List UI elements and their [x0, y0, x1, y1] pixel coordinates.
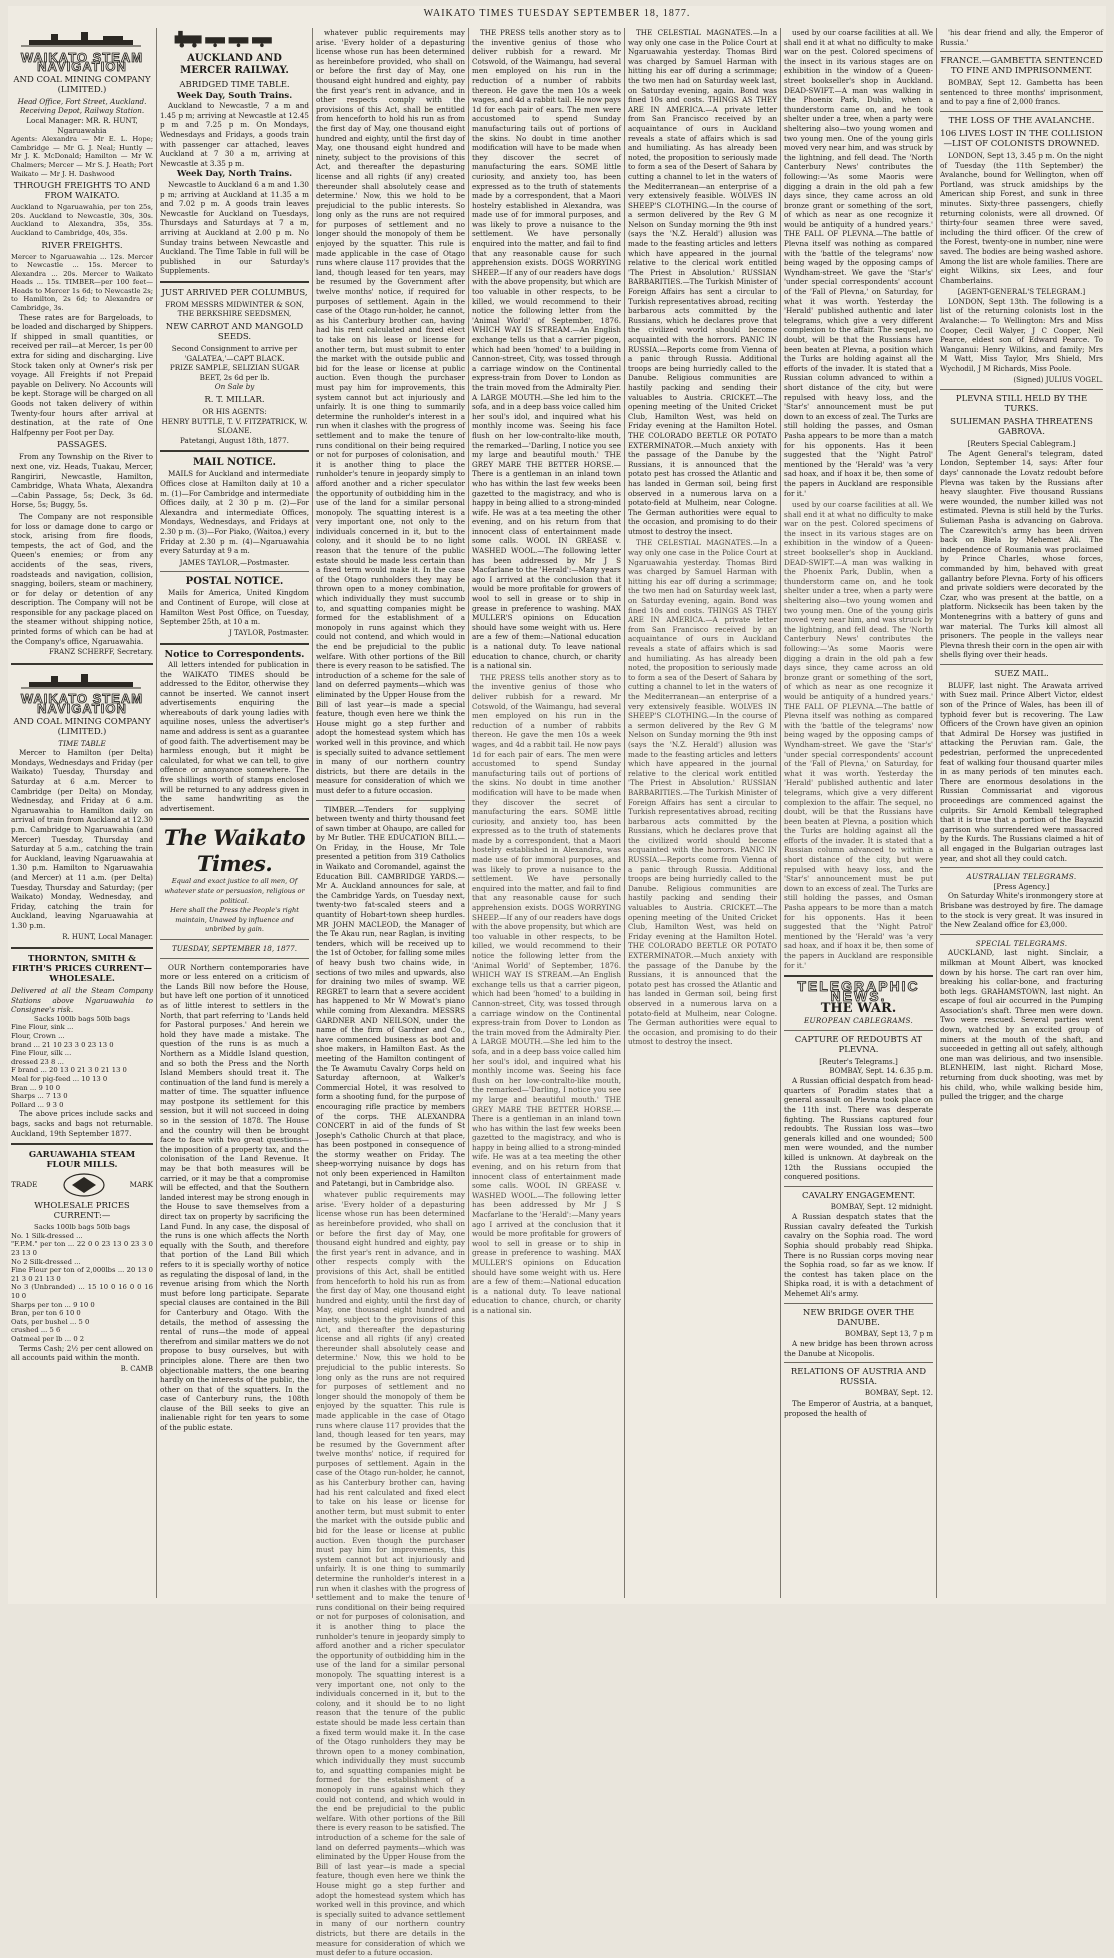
mark-label: MARK [129, 1180, 153, 1190]
seeds-date: Patetangi, August 18th, 1877. [180, 435, 289, 445]
column-6-news-telegraphic [781, 28, 936, 1598]
ad-freights: Auckland to Ngaruawahia, per ton 25s, 20s. Auckland to Newcastle, 30s, 30s. Auckland to Alexandra, 35s, 35s. Auckland to Cambridge, 40s, 35s. [11, 203, 153, 237]
divider [160, 571, 309, 572]
cavalry-text: A Russian despatch states that the Russian cavalry defeated the Turkish cavalry on the Sophia road. The word Sophia should probably read Shipka. There is no Russian corps moving near the Sophia road, so far as we know. If the contest has taken place on the Shipka road, it is with a detachment of Mehemet Ali's army. [784, 1212, 933, 1299]
train-icon [160, 30, 308, 48]
capture-dateline: BOMBAY, Sept. 14. 6.35 p.m. [829, 1066, 933, 1075]
ad-river-freights: Mercer to Ngaruawahia ... 12s. Mercer to Newcastle ... 15s. Mercer to Alexandra ... 20s. Mercer to Waikato Heads ... 15s. TIMBER—per 100 feet—Heads to Mercer 1s 6d; to Newcastle 2s; to Hamilton, 2s 6d; to Alexandra or Cambridge, 3s. [11, 252, 153, 313]
seeds-heading: JUST ARRIVED PER COLUMBUS, [161, 287, 308, 298]
motto-1: Equal and exact justice to all men, Of whatever state or persuasion, religious or political. [164, 877, 305, 905]
ad-subtitle: AND COAL MINING COMPANY (LIMITED.) [13, 716, 151, 737]
news-items-continued: used by our coarse facilities at all. We shall end it at what no difficulty to make war on the pest. Colored specimens of the insect in its various stages are on exhibition in the window of a Queen-street bookseller's shop in Auckland. DEAD-SWIFT.—A man was walking in the Phoenix Park, Dublin, when a thunderstorm came on, and he took shelter under a tree, when a party were sheltering also—two young women and two young men. One of the young girls moved very near him, and was struck by the lightning, and fell dead. The 'North Canterbury News' contributes the following:—'As some Maoris were digging a drain in the old pah a few days since, they came across an old bronze grant or something of the sort, of which as near as one recognize it would be antiquity of a hundred years.' THE FALL OF PLEVNA.—The battle of Plevna itself was nothing as compared with the 'battle of the telegrams' now being waged by the opposing camps of Wyndham-street. We gave the 'Star's' 'under special correspondents' account of the 'Fall of Plevna,' on Saturday, for what it was worth. Yesterday the 'Herald' published authentic and later telegrams, which give a very different complexion to the affair. The sequel, no doubt, will be that the Russians have been beaten at Plevna, a position which the Turks are holding against all the efforts of the invader. It is stated that a Russian column advanced to within a short distance of the city, but were repulsed with heavy loss, and the 'Star's' announcement must be put down to an excess of zeal. The Turks are still holding the passes, and Osman Pasha appears to be more than a match for his opponents. Has it been suggested that the 'Night Patrol' mentioned by the 'Herald' was 'a very sad hoax, and if hoax it be, then some of the papers in Auckland are responsible for it.' [784, 500, 933, 970]
divider [940, 934, 1103, 935]
special-telegrams-heading: SPECIAL TELEGRAMS. [975, 938, 1068, 948]
seeds-from: FROM MESSRS MIDWINTER & SON, THE BERKSHIRE SEEDSMEN, [165, 299, 304, 319]
mail-notice-heading: MAIL NOTICE. [192, 457, 277, 469]
price-row: Sharps per ton ... 9 10 0 [11, 1300, 95, 1309]
divider [11, 1143, 153, 1145]
column-5-news [625, 28, 780, 1598]
press-agency: [Press Agency.] [993, 881, 1050, 891]
editorial-continued: whatever public requirements may arise. 'Every holder of a depasturing license whose run has been determined as hereinbefore provided, who shall on or before the first day of May, one thousand eight hundred and eighty, pay the first year's rent in advance, and in other respects comply with the provisions of this Act, shall be entitled from henceforth to hold his run as from the first day of May, one thousand eight hundred and eighty, until the first day of May, one thousand eight hundred and ninety, subject to the provisions of this Act, and thereafter the depasturing license and all rights (if any) created thereunder shall absolutely cease and determine.' Now, this we hold to be prejudicial to the public interests. So long only as the runs are not required for purposes of settlement and no longer should the monopoly of them be enjoyed by the squatter. This rule is made applicable in the case of Otago runs where clause 117 provides that the land, though leased for ten years, may be resumed by the Government after twelve months' notice, if required for purposes of settlement. Again in the case of the Otago run-holder, he cannot, as his Canterbury brother can, having had his rent calculated and fixed elect to take on his lease or license for another term, but must submit to enter the market with the outside public and bid for the lease or license at public auction. Even though the purchaser must pay him for improvements, this system cannot but act injuriously and unfairly. It is one thing to summarily determine the runholder's interest in a run when it clashes with the progress of settlement and to make the tenure of runs conditional on their being required or not for purposes of colonisation, and it is another thing to place the runholder's tenure in jeopardy simply to afford another and a richer speculator the opportunity of outbidding him in the use of the land for a similar personal monopoly. The squatting interest is a very important one, not only to the individuals concerned in it, but to the colony, and it should be to no light reason that the tenure of the public estate should be made less certain than a fixed term would make it. In the case of the Otago runholders they may be thrown open to a money combination, which individually they must succumb to, and squatting companies might be formed for the establishment of a monopoly in runs against which they could not contend, and which would in the end be prejudicial to the public welfare. With other portions of the Bill there is every reason to be satisfied. The introduction of a scheme for the sale of land on deferred payments—which was eliminated by the Upper House from the Bill of last year—is made a special feature, though even here we think the House might go a step further and adopt the homestead system which has worked well in this province, and which is specially suited to advance settlement in many of our northern country districts, but there are details in the measure for consideration of which we must defer to a future occasion. [316, 28, 465, 795]
trade-mark-row [11, 1172, 153, 1198]
railway-title: AUCKLAND AND MERCER RAILWAY. [180, 52, 289, 76]
vogel-signature: (Signed) JULIUS VOGEL. [1013, 375, 1103, 384]
steamer-icon [11, 672, 151, 690]
divider [940, 867, 1103, 868]
plevna-heading: PLEVNA STILL HELD BY THE TURKS. [955, 394, 1088, 415]
divider [940, 51, 1103, 52]
mills-header: Sacks 100lb bags 50lb bags [34, 1223, 130, 1232]
price-row: Pollard ... 9 3 0 [11, 1100, 64, 1109]
ad-title: WAIKATO STEAM NAVIGATION [20, 49, 144, 75]
bridge-text: A new bridge has been thrown across the Danube at Nicopolis. [784, 1339, 933, 1358]
mills-terms: Terms Cash; 2½ per cent allowed on all accounts paid within the month. [11, 1343, 153, 1363]
news-items: used by our coarse facilities at all. We shall end it at what no difficulty to make war on the pest. Colored specimens of the insect in its various stages are on exhibition in the window of a Queen-street bookseller's shop in Auckland. DEAD-SWIFT.—A man was walking in the Phoenix Park, Dublin, when a thunderstorm came on, and he took shelter under a tree, when a party were sheltering also—two young women and two young men. One of the young girls moved very near him, and was struck by the lightning, and fell dead. The 'North Canterbury News' contributes the following:—'As some Maoris were digging a drain in the old pah a few days since, they came across an old bronze grant or something of the sort, of which as near as one recognize it would be antiquity of a hundred years.' THE FALL OF PLEVNA.—The battle of Plevna itself was nothing as compared with the 'battle of the telegrams' now being waged by the opposing camps of Wyndham-street. We gave the 'Star's' 'under special correspondents' account of the 'Fall of Plevna,' on Saturday, for what it was worth. Yesterday the 'Herald' published authentic and later telegrams, which give a very different complexion to the affair. The sequel, no doubt, will be that the Russians have been beaten at Plevna, a position which the Turks are holding against all the efforts of the invader. It is stated that a Russian column advanced to within a short distance of the city, but were repulsed with heavy loss, and the 'Star's' announcement must be put down to an excess of zeal. The Turks are still holding the passes, and Osman Pasha appears to be more than a match for his opponents. Has it been suggested that the 'Night Patrol' mentioned by the 'Herald' was 'a very sad hoax, and if hoax it be, then some of the papers in Auckland are responsible for it.' [784, 28, 933, 498]
telegram-continued: 'his dear friend and ally, the Emperor of Russia.' [940, 28, 1103, 47]
ad-manager: Local Manager: MR. R. HUNT, Ngaruawahia [26, 115, 138, 135]
editorial-text: OUR Northern contemporaries have more or less entered on a criticism of the Lands Bill now before the House, but have left one portion of it unnoticed as of little interest to settlers in the North, that part referring to 'Lands held for Pastoral purposes.' And herein we hold they have made a mistake. The question of the runs is as much a Northern as a Middle Island question, and so both the Press and the North Island Members should treat it. The continuation of the land fund is merely a matter of time. The squatter influence may postpone its settlement for this session, but it will not succeed in doing so in the session of 1878. The House and the country will then be brought face to face with two great questions—the imposition of a property tax, and the colonisation of the Land Revenue. It may be that both measures will be carried, or it may be that a compromise will be effected, and that the Southern landed interest may be strong enough in the House to save themselves from a direct tax on property by sacrificing the Land Fund. In any case, the disposal of the runs is one which affects the North equally with the South, and therefore that portion of the Land Bill which refers to it is specially worthy of notice as regulating the disposal of land, in the revenue arising from which the North must before long participate. Separate special clauses are contained in the Bill for Canterbury and Otago. With the details, the method of assessing the rental of runs—the mode of appeal therefrom and similar matters we do not propose to busy ourselves, but with principles alone. There are then two objectionable matters, the one bearing hardly on the interests of the public, the other on that of the squatters. In the case of Canterbury runs, the 108th clause of the Bill seeks to give an inalienable right for ten years to some of the public estate. [160, 962, 309, 1433]
bridge-heading: NEW BRIDGE OVER THE DANUBE. [802, 1307, 915, 1328]
dateline: TUESDAY, SEPTEMBER 18, 1877. [172, 943, 297, 953]
price-row: Fine Flour, silk ... [11, 1049, 72, 1058]
passages-note: The Company are not responsible for loss or damage done to cargo or stock, arising from fire floods, tempests, the act of God, and the Queen's enemies; or from any accidents of the seas, rivers, roadsteads and navigation, collision, snagging, boilers, steam or machinery, or for delay or detention of any description. The Company will not be responsible for any package placed on the steamer without shipping notice, printed forms of which can be had at the Company's office, Ngaruawahia. [11, 511, 153, 646]
postal-notice-heading: POSTAL NOTICE. [185, 576, 284, 588]
divider [784, 1186, 933, 1187]
postal-notice-text: Mails for America, United Kingdom and Continent of Europe, will close at Hamilton West Post Office, on Tuesday, September 25th, at 10 a m. [160, 588, 309, 627]
south-trains-text: Auckland to Newcastle, 7 a m and 1.45 p m; arriving at Newcastle at 12.45 p m and 7.25 p m. On Mondays, Wednesdays and Fridays, a goods train with passenger car attached, leaves Auckland at 7 30 a m, arriving at Newcastle at 3.35 p m. [160, 101, 309, 168]
price-row: Oatmeal per lb ... 0 2 [11, 1334, 85, 1343]
gambetta-heading: FRANCE.—GAMBETTA SENTENCED TO FINE AND IMPRISONMENT. [940, 56, 1103, 77]
price-row: Oats, per bushel ... 5 0 [11, 1317, 90, 1326]
page-masthead: WAIKATO TIMES TUESDAY SEPTEMBER 18, 1877. [423, 8, 691, 19]
suez-mail-text: BLUFF, last night. The Arawata arrived with Suez mail. Prince Albert Victor, eldest son of the Prince of Wales, has been ill of typhoid fever but is recovering. The Law Officers of the Crown have given an opinion that Admiral De Horsey was justified in attacking the Peruvian ram. Gale, the pedestrian, performed the unprecedented feat of walking four thousand quarter miles in as many periods of ten minutes each. There are enormous desolations in the Russian Commissariat and vigorous proceedings are commenced against the culprits. Sir Arnold Kemball telegraphed that it is true that a portion of the Bayazid garrison who surrendered were massacred by the Kurds. The Russians claimed a hit of all engaged in the Bulgarian outrages last year, and shot all they could catch. [940, 680, 1103, 863]
divider [160, 958, 309, 959]
timetable-heading: TIME TABLE [58, 738, 106, 748]
price-row: crushed ... 5 6 [11, 1326, 61, 1335]
timetable-text: Mercer to Hamilton (per Delta) Mondays, Wednesdays and Friday (per Waikato) Tuesday, Thursday and Saturday at 6 a.m. Mercer to Cambridge (per Delta) on Monday, Wednesday, and Friday at 6 a.m. Ngaruawahia to Hamilton daily on arrival of train from Auckland at 12.30 p.m. Cambridge to Ngaruawahia (and Mercer) Tuesday, Thursday and Saturday at 5 a.m., catching the train for Auckland, leaving Ngaruawahia at 1.30 p.m. Hamilton to Ngaruawahia (and Mercer) at 11 a.m. (per Delta) Tuesday, Thursday and Saturday; (per Waikato) Monday, Wednesday, and Friday, catching the train for Auckland, leaving Ngaruawahia at 1.30 p.m. [11, 748, 153, 930]
passages-text: From any Township on the River to next one, viz. Heads, Tuakau, Mercer, Rangiriri, Newcastle, Hamilton, Cambridge, Whata Whata, Alexandra—Cabin Passage, 5s; Deck, 3s 6d. Horse, 5s; Buggy, 5s. [11, 452, 153, 510]
divider [940, 664, 1103, 665]
trade-label: TRADE [11, 1180, 38, 1190]
avalanche-text: LONDON, Sept 13, 3.45 p m. On the night of Tuesday (the 11th September) the Avalanche, bound for Wellington, when off Portland, was struck amidships by the American ship Forest, and sunk in three minutes. Sixty-three passengers, chiefly returning colonists, were all drowned. Of thirty-four seamen three were saved, including the third officer. Of the crew of the Forest, twenty-one in number, nine were saved. The bodies are being washed ashore. Among the list are whole families. There are eight Wilkins, six Lees, and four Chamberlains. [940, 150, 1103, 285]
south-trains-heading: Week Day, South Trains. [176, 90, 293, 101]
reuters-cablegram: [Reuters Special Cablegram.] [967, 439, 1076, 449]
prices-subtitle: Delivered at all the Steam Company Stations above Ngaruawahia to Consignee's risk. [11, 986, 153, 1015]
divider [11, 663, 153, 665]
price-row: Flour, Crown ... [11, 1032, 65, 1041]
seeds-agents-heading: OR HIS AGENTS: [202, 407, 267, 417]
news-items: THE PRESS tells another story as to the inventive genius of those who deliver rubbish for a reward. Mr Cotswold, of the Waimangu, had several men employed on his run in the reduction of a number of rabbits thereon. He gave the men 10s a week wages, and 4d a rabbit tail. He now pays 1d for each pair of ears. The men were accustomed to spend Sunday manufacturing tails out of portions of the skins. No doubt in time another modification will have to be made when they discover the secret of manufacturing the ears. SOME little curiosity, and anxiety too, has been expressed as to the truth of statements made by a correspondent, that a Maori hostelry established in Alexandra, was made use of for immoral purposes, and was likely to prove a nuisance to the settlement. We have personally enquired into the matter, and fail to find that any reasonable cause for such apprehension exists. DOGS WORRYING SHEEP.—If any of our readers have dogs with the above propensity, but which are too valuable in other respects, to be killed, we would recommend to their notice the following letter from the 'Animal World' of September, 1876. WHICH WAY IS STREAM.—An English exchange tells us that a carrier pigeon, which had been 'homed' to a building in Cannon-street, City, was tossed through a carriage window on the Continental express-train from Dover to London as the train moved from the Admiralty Pier. A LARGE MOUTH.—She led him to the sofa, and in a deep bass voice called him her soul's idol, and inquired what his monthly income was. Seeing his face flush on her low-contralto-like mouth, the remarked—'Darling, I notice you see my large and beautiful mouth.' THE GREY MARE THE BETTER HORSE.—There is a gentleman in an inland town who has within the last few weeks been gazetted to the magistracy, and who is happy in being allied to a strong-minded wife. He was at a tea meeting the other evening, and on his return from that innocent class of entertainment made some calls. WOOL IN GREASE v. WASHED WOOL.—The following letter has been addressed by Mr J S Macfarlane to the 'Herald':—Many years ago I arrived at the conclusion that it would be more profitable for growers of wool to sell in grease or to ship in grease in preference to washing. MAX MULLER'S opinions on Education should have some weight with us. Here are a few of them:—National education is a national duty. To leave national education to chance, church, or charity is a national sin. [472, 28, 621, 671]
divider [784, 975, 933, 977]
price-row: Bran, per ton 6 10 0 [11, 1309, 81, 1318]
capture-text: A Russian official despatch from head-quarters of Poradim states that a general assault on Plevna took place on the 11th inst. There was desperate fighting. The Russians captured four redoubts. The Russian loss was—two generals killed and one wounded; 500 men were wounded, and the number killed is unknown. At daybreak on the 12th the Russians occupied the conquered positions. [784, 1076, 933, 1182]
suez-mail-heading: SUEZ MAIL. [994, 668, 1049, 679]
column-4-news [469, 28, 624, 1598]
special-telegrams-text: AUCKLAND, last night. Sinclair, a milkman at Mount Albert, was knocked down by his horse. The cart ran over him, breaking his collar-bone, and fracturing both legs. GRAHAMSTOWN, last night. An escape of foul air occurred in the Pumping Association's shaft. Three men were down. Two were rescued. Several parties went down, watched by an excited group of miners at the mouth of the shaft, and succeeded in getting all out safely, although one man was delirious, and two insensible. BLENHEIM, last night. Richard Mose, returning from duck shooting, was met by his child, who, while walking beside him, pulled the trigger, and the charge [940, 948, 1103, 1102]
bridge-dateline: BOMBAY, Sept 13, 7 p m [844, 1329, 933, 1338]
secretary-signature: FRANZ SCHERFF, Secretary. [48, 648, 153, 657]
ad-freights-heading: THROUGH FREIGHTS TO AND FROM WAIKATO. [13, 181, 151, 202]
relations-dateline: BOMBAY, Sept. 12. [864, 1389, 933, 1398]
prices-table [11, 1023, 153, 1109]
price-row: No 2 Silk-dressed ... [11, 1257, 81, 1266]
prices-header: Sacks 100lb bags 50lb bags [34, 1014, 130, 1023]
price-row: brand ... 21 10 23 3 0 23 13 0 [11, 1040, 114, 1049]
avalanche-list: LONDON, Sept 13th. The following is a list of the returning colonists lost in the Avalanche:— To Wellington: Mrs and Miss Cooper, Cecil Walyer, J C Cooper, Neil Pearce, eldest son of Edward Pearce. To Wanganui: Henry Wilkins, and family; Mrs M Watt, Miss Taylor, Mrs Shield, Mrs Wychodil, J M Richards, Miss Poole. [940, 296, 1103, 374]
war-subheading: EUROPEAN CABLEGRAMS. [803, 1016, 914, 1026]
news-items-continued: THE PRESS tells another story as to the inventive genius of those who deliver rubbish for a reward. Mr Cotswold, of the Waimangu, had several men employed on his run in the reduction of a number of rabbits thereon. He gave the men 10s a week wages, and 4d a rabbit tail. He now pays 1d for each pair of ears. The men were accustomed to spend Sunday manufacturing tails out of portions of the skins. No doubt in time another modification will have to be made when they discover the secret of manufacturing the ears. SOME little curiosity, and anxiety too, has been expressed as to the truth of statements made by a correspondent, that a Maori hostelry established in Alexandra, was made use of for immoral purposes, and was likely to prove a nuisance to the settlement. We have personally enquired into the matter, and fail to find that any reasonable cause for such apprehension exists. DOGS WORRYING SHEEP.—If any of our readers have dogs with the above propensity, but which are too valuable in other respects, to be killed, we would recommend to their notice the following letter from the 'Animal World' of September, 1876. WHICH WAY IS STREAM.—An English exchange tells us that a carrier pigeon, which had been 'homed' to a building in Cannon-street, City, was tossed through a carriage window on the Continental express-train from Dover to London as the train moved from the Admiralty Pier. A LARGE MOUTH.—She led him to the sofa, and in a deep bass voice called him her soul's idol, and inquired what his monthly income was. Seeing his face flush on her low-contralto-like mouth, the remarked—'Darling, I notice you see my large and beautiful mouth.' THE GREY MARE THE BETTER HORSE.—There is a gentleman in an inland town who has within the last few weeks been gazetted to the magistracy, and who is happy in being allied to a strong-minded wife. He was at a tea meeting the other evening, and on his return from that innocent class of entertainment made some calls. WOOL IN GREASE v. WASHED WOOL.—The following letter has been addressed by Mr J S Macfarlane to the 'Herald':—Many years ago I arrived at the conclusion that it would be more profitable for growers of wool to sell in grease or to ship in grease in preference to washing. MAX MULLER'S opinions on Education should have some weight with us. Here are a few of them:—National education is a national duty. To leave national education to chance, church, or charity is a national sin. [472, 672, 621, 1315]
gambetta-text: BOMBAY, Sept 12. Gambetta has been sentenced to three months' imprisonment, and to pay a fine of 2,000 francs. [940, 78, 1103, 107]
trade-mark-emblem [62, 1172, 106, 1198]
cavalry-heading: CAVALRY ENGAGEMENT. [801, 1190, 916, 1201]
cavalry-dateline: BOMBAY, Sept. 12 midnight. [830, 1202, 933, 1211]
local-news: TIMBER.—Tenders for supplying between twenty and thirty thousand feet of sawn timber at Ohaupo, are called for by Mr Butler. THE EDUCATION BILL.—On Friday, in the House, Mr Tole presented a petition from 319 Catholics in Waikato and Coromandel, against the Education Bill. CAMBRIDGE YARDS.—Mr A. Auckland announces for sale, at the Cambridge Yards, on Tuesday next, twenty-two fat-scaled steers and a quantity of Hobart-town sheep hurdles. MR JOHN MACLEOD, the Manager of the Te Akau run, near Raglan, is inviting tenders, which will be received up to the 1st of October, for falling some miles of heavy bush two chains wide, in sections of two miles and upwards, also for draining two miles of swamp. WE REGRET to learn that a severe accident has happened to Mr W Mowat's piano while coming from Alexandra. MESSRS GARDNER AND NEILSON, under the name of the firm of Gardner and Co., have commenced business as boot and shoe makers, in Hamilton East. As the meeting of the Hamilton contingent of the Te Awamutu Cavalry Corps held on Saturday afternoon, at Walker's Commercial Hotel, it was resolved to form a shooting fund, for the purpose of encouraging rifle practice by members of the corps. THE ALEXANDRA CONCERT in aid of the funds of St Joseph's Catholic Church at that place, has been postponed in consequence of the stormy weather on Friday. The sheep-worrying nuisance by dogs has not only been experienced in Hamilton and Patetangi, but in Cambridge also. [316, 804, 465, 1188]
divider [160, 281, 309, 283]
seeds-sale: On Sale by [214, 382, 255, 392]
correspondents-heading: Notice to Correspondents. [164, 649, 305, 661]
war-heading: THE WAR. [820, 1001, 897, 1017]
column-1-advertisements [8, 28, 156, 1598]
mills-table [11, 1232, 153, 1344]
relations-heading: RELATIONS OF AUSTRIA AND RUSSIA. [790, 1367, 927, 1388]
ad-rates: These rates are for Bargeloads, to be loaded and discharged by Shippers. If shipped in small quantities, or received per rail—at Mercer, 1s per 00 extra for siding and discharging. Live Stock taken only at Owner's risk per voyage. All Freights if not Prepaid payable on Delivery. No Accounts will be kept. Storage will be charged on all Goods not taken delivery of within Twenty-four hours after arrival at destination, at the rate of One Halfpenny per Foot per Day. [11, 312, 153, 437]
divider [11, 947, 153, 949]
north-trains-heading: Week Day, North Trains. [176, 169, 293, 180]
newspaper-page [8, 6, 1106, 1958]
steamer-icon [11, 30, 151, 48]
news-items: THE CELESTIAL MAGNATES.—In a way only one case in the Police Court at Ngaruawahia yesterday. Thomas Bird was charged by Samuel Harman with hitting his ear off during a scrimmage; the two men had on Saturday week last, on Saturday evening, again. Bond was fined 10s and costs. THINGS AS THEY ARE IN AMERICA.—A private letter from San Francisco received by an acquaintance of ours in Auckland reveals a state of affairs which is sad and humiliating. As has already been noted, the proposition to seriously made to form a sea of the Desert of Sahara by cutting a channel to let in the waters of the Mediterranean—an enterprise of a very extensively feasible. WOLVES IN SHEEP'S CLOTHING.—In the course of a sermon delivered by the Rev G M Nelson on Sunday morning the 9th inst (says the 'N.Z. Herald') allusion was made to the feasting articles and letters which have appeared in the journal relative to the clerical work entitled 'The Priest in Absolution.' RUSSIAN BARBARITIES.—The Turkish Minister of Foreign Affairs has sent a circular to Turkish representatives abroad, reciting barbarous acts committed by the Russians, which he declares prove that the civilized world should become acquainted with the horrors. PANIC IN RUSSIA.—Reports come from Vienna of a panic through Russia. Additional troops are being hurriedly called to the Danube. Religious communities are hastily packing and sending their valuables to Austria. CRICKET.—The opening meeting of the United Cricket Club, Hamilton West, was held on Friday evening at the Hamilton Hotel. THE COLORADO BEETLE OR POTATO EXTERMINATOR.—Much anxiety with the passage of the Danube by the Russians, it is announced that the potato pest has crossed the Atlantic and has landed in German soil, being first observed in a numerous larva on a potato-field at Mulheim, near Cologne. The German authorities were equal to the occasion, and promising to do their utmost to destroy the insect. [628, 28, 777, 536]
mills-title: GARUAWAHIA STEAM FLOUR MILLS. [28, 1150, 136, 1171]
prices-title: THORNTON, SMITH & FIRTH'S PRICES CURRENT—WHOLESALE. [11, 954, 153, 985]
divider [160, 818, 309, 820]
newspaper-title: The Waikato Times. [163, 825, 306, 877]
railway-subtitle: ABRIDGED TIME TABLE. [179, 79, 290, 90]
column-2-notices [157, 28, 312, 1598]
mail-notice-text: MAILS for Auckland and intermediate Offices close at Hamilton daily at 10 a m. (1)—For Cambridge and intermediate Offices daily, at 2 30 p m. (2)—For Alexandra and intermediate Offices, Mondays, Wednesdays, and Fridays at 2.30 p m. (3)—For Piako, (Waitoa,) every Friday at 2.30 p m. (4)—Ngaruawahia every Saturday at 9 a m. [160, 469, 309, 556]
ad-subtitle: AND COAL MINING COMPANY (LIMITED.) [13, 74, 151, 95]
local-news-continued: whatever public requirements may arise. 'Every holder of a depasturing license whose run has been determined as hereinbefore provided, who shall on or before the first day of May, one thousand eight hundred and eighty, pay the first year's rent in advance, and in other respects comply with the provisions of this Act, shall be entitled from henceforth to hold his run as from the first day of May, one thousand eight hundred and eighty, until the first day of May, one thousand eight hundred and ninety, subject to the provisions of this Act, and thereafter the depasturing license and all rights (if any) created thereunder shall absolutely cease and determine.' Now, this we hold to be prejudicial to the public interests. So long only as the runs are not required for purposes of settlement and no longer should the monopoly of them be enjoyed by the squatter. This rule is made applicable in the case of Otago runs where clause 117 provides that the land, though leased for ten years, may be resumed by the Government after twelve months' notice, if required for purposes of settlement. Again in the case of the Otago run-holder, he cannot, as his Canterbury brother can, having had his rent calculated and fixed elect to take on his lease or license for another term, but must submit to enter the market with the outside public and bid for the lease or license at public auction. Even though the purchaser must pay him for improvements, this system cannot but act injuriously and unfairly. It is one thing to summarily determine the runholder's interest in a run when it clashes with the progress of settlement and to make the tenure of runs conditional on their being required or not for purposes of colonisation, and it is another thing to place the runholder's tenure in jeopardy simply to afford another and a richer speculator the opportunity of outbidding him in the use of the land for a similar personal monopoly. The squatting interest is a very important one, not only to the individuals concerned in it, but to the colony, and it should be to no light reason that the tenure of the public estate should be made less certain than a fixed term would make it. In the case of the Otago runholders they may be thrown open to a money combination, which individually they must succumb to, and squatting companies might be formed for the establishment of a monopoly in runs against which they could not contend, and which would in the end be prejudicial to the public welfare. With other portions of the Bill there is every reason to be satisfied. The introduction of a scheme for the sale of land on deferred payments—which was eliminated by the Upper House from the Bill of last year—is made a special feature, though even here we think the House might go a step further and adopt the homestead system which has worked well in this province, and which is specially suited to advance settlement in many of our northern country districts, but there are details in the measure for consideration of which we must defer to a future occasion. [316, 1190, 465, 1958]
price-row: F brand ... 20 13 0 21 3 0 21 13 0 [11, 1066, 127, 1075]
price-row: dressed 23 8 ... [11, 1057, 64, 1066]
divider [784, 1030, 933, 1031]
mills-subtitle: WHOLESALE PRICES CURRENT:— [34, 1201, 130, 1222]
australian-heading: AUSTRALIAN TELEGRAMS. [966, 872, 1077, 882]
divider [160, 450, 309, 452]
telegraphic-news-title: TELEGRAPHIC NEWS. [797, 978, 920, 1004]
manager-signature: R. HUNT, Local Manager. [62, 932, 153, 941]
price-row: Fine Flour per ton of 2,000lbs ... 20 13 0 21 3 0 21 13 0 [11, 1266, 153, 1283]
plevna-text: The Agent General's telegram, dated London, September 14, says: After four days' cannonade the Lovatz redoubt before Plevna was taken by the Russians after heavy slaughter. Five thousand Russians were wounded, the number killed was not estimated. Plevna is still held by the Turks. Sulieman Pasha is advancing on Gabrova. The Czarewitch's army has been driven back on Biela by Mehemet Ali. The independence of Roumania was proclaimed by Prince Charles, whose forces, commanded by him, behaved with great gallantry before Plevna. Forty of his officers and private soldiers were decorated by the Czar, who was present at the battle, on a platform. Nicksecik has been taken by the Montenegrins with a battery of guns and war material. The Turks kill almost all prisoners. The people in the valleys near Plevna thresh their corn in the open air with shells flying over their heads. [940, 448, 1103, 660]
divider [940, 111, 1103, 112]
ad-office: Head Office, Fort Street, Auckland. Receiving Depot, Railway Station. [17, 96, 147, 116]
motto-2: Here shall the Press the People's right maintain, Unawed by influence and unbribed by gain. [170, 906, 299, 934]
divider [160, 939, 309, 940]
column-3-editorial [313, 28, 468, 1958]
relations-text: The Emperor of Austria, at a banquet, proposed the health of [784, 1399, 933, 1418]
passages-heading: PASSAGES. [57, 440, 107, 451]
divider [784, 1303, 933, 1304]
divider [784, 1362, 933, 1363]
mills-signature: B. CAMB [120, 1364, 153, 1373]
seeds-second: Second Consignment to arrive per 'GALATEA,'—CAPT BLACK. [171, 344, 298, 363]
price-row: "F.P.M." per ton ... 22 0 0 23 13 0 23 3 0 23 13 0 [11, 1240, 153, 1257]
ad-title: WAIKATO STEAM NAVIGATION [20, 691, 144, 717]
price-row: Fine Flour, sink ... [11, 1023, 74, 1032]
sulieman-heading: SULIEMAN PASHA THREATENS GABROVA. [950, 417, 1093, 438]
news-items-continued: THE CELESTIAL MAGNATES.—In a way only one case in the Police Court at Ngaruawahia yesterday. Thomas Bird was charged by Samuel Harman with hitting his ear off during a scrimmage; the two men had on Saturday week last, on Saturday evening, again. Bond was fined 10s and costs. THINGS AS THEY ARE IN AMERICA.—A private letter from San Francisco received by an acquaintance of ours in Auckland reveals a state of affairs which is sad and humiliating. As has already been noted, the proposition to seriously made to form a sea of the Desert of Sahara by cutting a channel to let in the waters of the Mediterranean—an enterprise of a very extensively feasible. WOLVES IN SHEEP'S CLOTHING.—In the course of a sermon delivered by the Rev G M Nelson on Sunday morning the 9th inst (says the 'N.Z. Herald') allusion was made to the feasting articles and letters which have appeared in the journal relative to the clerical work entitled 'The Priest in Absolution.' RUSSIAN BARBARITIES.—The Turkish Minister of Foreign Affairs has sent a circular to Turkish representatives abroad, reciting barbarous acts committed by the Russians, which he declares prove that the civilized world should become acquainted with the horrors. PANIC IN RUSSIA.—Reports come from Vienna of a panic through Russia. Additional troops are being hurriedly called to the Danube. Religious communities are hastily packing and sending their valuables to Austria. CRICKET.—The opening meeting of the United Cricket Club, Hamilton West, was held on Friday evening at the Hamilton Hotel. THE COLORADO BEETLE OR POTATO EXTERMINATOR.—Much anxiety with the passage of the Danube by the Russians, it is announced that the potato pest has crossed the Atlantic and has landed in German soil, being first observed in a numerous larva on a potato-field at Mulheim, near Cologne. The German authorities were equal to the occasion, and promising to do their utmost to destroy the insect. [628, 538, 777, 1047]
price-row: No 3 (Unbranded) ... 15 10 0 16 0 0 16 10 0 [11, 1283, 153, 1300]
avalanche-heading: THE LOSS OF THE AVALANCHE. [948, 115, 1095, 126]
seeds-prize: PRIZE SAMPLE, SELIZIAN SUGAR BEET, 2s 6d per lb. [169, 363, 300, 382]
column-7-telegrams [937, 28, 1106, 1598]
price-row: No. 1 Silk-dressed ... [11, 1231, 83, 1240]
north-trains-text: Newcastle to Auckland 6 a m and 1.30 p m; arriving at Auckland at 11.35 a m and 7.02 p m. A goods train leaves Newcastle for Auckland on Tuesdays, Thursdays and Saturdays at 7 a m, arriving at Auckland at 2.00 p m. No Sunday trains between Newcastle and Auckland. The Time Table in full will be published in our Saturday's Supplements. [160, 179, 309, 276]
divider [316, 800, 465, 801]
australian-text: On Saturday White's ironmongery store at Brisbane was destroyed by fire. The damage to the stock is very great. It was insured in the New Zealand office for £3,000. [940, 891, 1103, 930]
correspondents-text: All letters intended for publication in the WAIKATO TIMES should be addressed to the Editor, otherwise they cannot be inserted. We cannot insert advertisements enquiring the whereabouts of dark young ladies with aquiline noses, unless the advertiser's name and address is sent as a guarantee of good faith. The advertisement may be harmless enough, but it might be calculated, for what we can tell, to give offence or annoyance somewhere. The five shillings worth of stamps enclosed will be returned to any address given in the same handwriting as the advertisement. [160, 659, 310, 813]
postal-notice-sign: J TAYLOR, Postmaster. [228, 628, 309, 637]
divider [940, 389, 1103, 390]
capture-telegram-source: [Reuter's Telegrams.] [819, 1056, 898, 1066]
mail-notice-sign: JAMES TAYLOR,—Postmaster. [179, 557, 290, 567]
ad-river-heading: RIVER FREIGHTS. [41, 240, 123, 251]
price-row: Bran ... 9 10 0 [11, 1083, 61, 1092]
prices-note: The above prices include sacks and bags, sacks and bags not returnable. Auckland, 19th September 1877. [11, 1109, 153, 1138]
price-row: Meal for pig-feed ... 10 13 0 [11, 1075, 108, 1084]
avalanche-subheading: 106 LIVES LOST IN THE COLLISION—LIST OF COLONISTS DROWNED. [940, 128, 1103, 149]
seeds-items: NEW CARROT AND MANGOLD SEEDS. [165, 322, 304, 343]
price-row: Sharps ... 7 13 0 [11, 1092, 68, 1101]
seeds-agents: HENRY BUTTLE, T. V. FITZPATRICK, W. SLOANE. [161, 416, 308, 436]
capture-heading: CAPTURE OF REDOUBTS AT PLEVNA. [794, 1034, 923, 1055]
seeds-agent: R. T. MILLAR. [204, 395, 265, 406]
ad-agents: Agents: Alexandra — Mr E. L. Hope; Cambridge — Mr G. J. Neal; Huntly — Mr J. K. McDonald; Hamilton — Mr W. Chalmers; Mercer — Mr S. J. Heath; Port Waikato — Mr J. H. Dashwood [11, 135, 153, 178]
divider [160, 643, 309, 645]
agent-general-telegram: [AGENT-GENERAL'S TELEGRAM.] [957, 287, 1086, 297]
